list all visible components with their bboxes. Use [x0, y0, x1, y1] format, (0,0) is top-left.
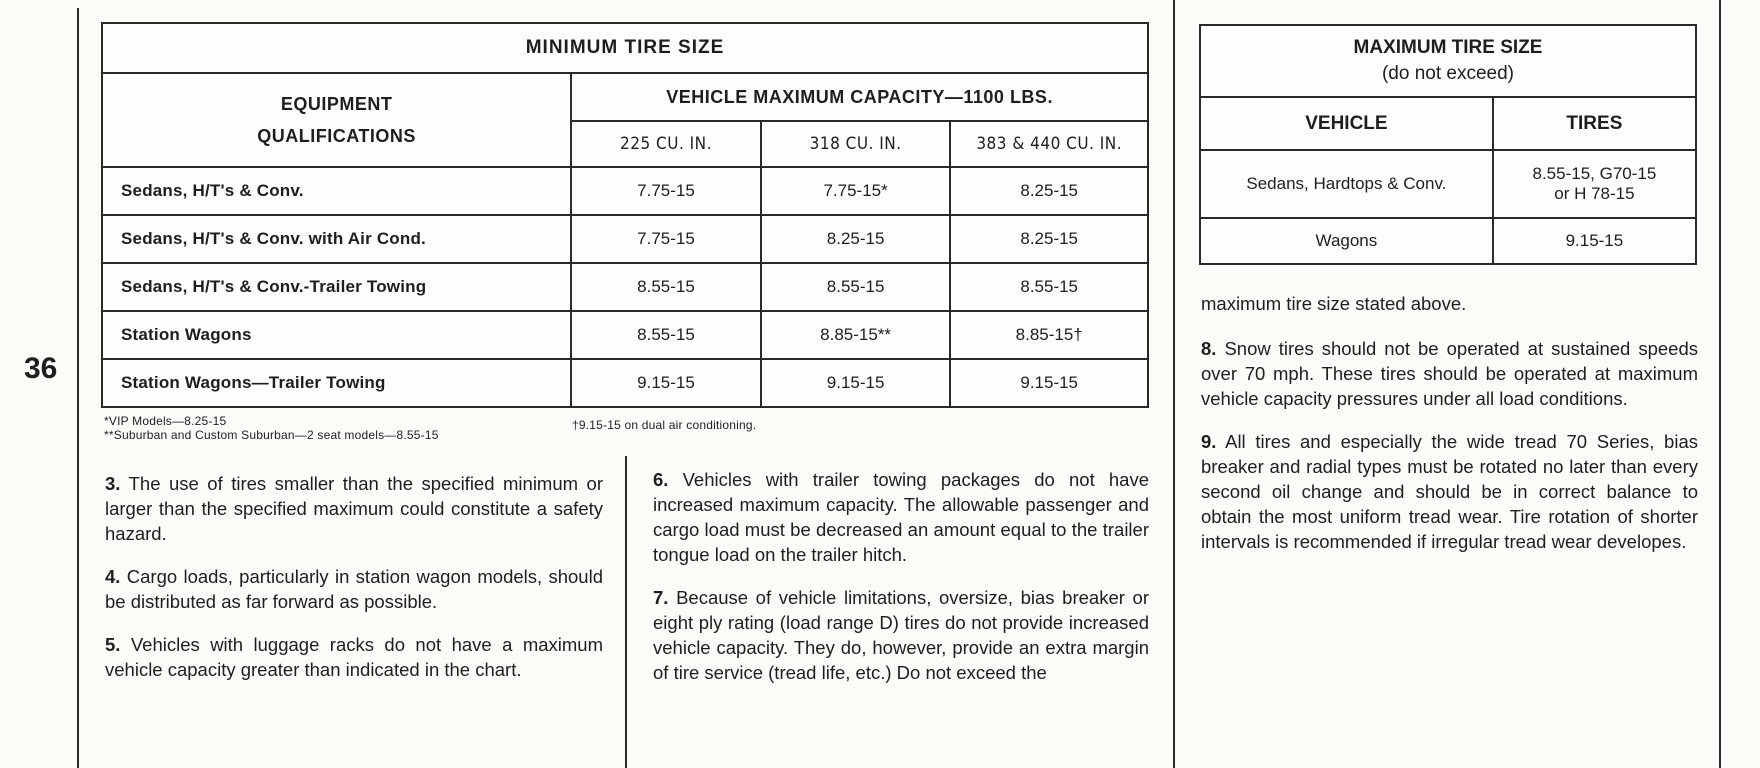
- equipment-qualifications-header: [102, 73, 571, 167]
- page-number: 36: [24, 352, 58, 385]
- paragraph-3: [105, 471, 603, 546]
- table-row: [102, 311, 1148, 359]
- paragraph-text: All tires and especially the wide tread 70 Series, bias breaker and radial types must be rotated no later than every second oil change and should be in correct balance to obtain the most uniform tread wear. Tire rotation of shorter intervals is recommended if irregular tread wear developes.: [1201, 431, 1698, 552]
- footnote-vip: *VIP Models—8.25-15: [104, 414, 227, 428]
- column-header-383-440: 383 & 440 CU. IN.: [950, 121, 1148, 167]
- column-divider-rule: [625, 456, 627, 768]
- cell-value: 8.55-15: [571, 263, 761, 311]
- paragraph-number: 9.: [1201, 431, 1217, 452]
- column-header-318: 318 CU. IN.: [761, 121, 951, 167]
- paragraph-number: 5.: [105, 634, 121, 655]
- maximum-tire-size-table: [1199, 24, 1697, 265]
- row-label: Sedans, H/T's & Conv.: [102, 167, 571, 215]
- table-row: [1200, 150, 1696, 218]
- left-margin-rule: [77, 8, 79, 768]
- paragraph-9: [1201, 429, 1698, 554]
- tires-line1: 8.55-15, G70-15: [1532, 164, 1657, 183]
- tires-header: TIRES: [1493, 97, 1696, 150]
- paragraph-number: 7.: [653, 587, 669, 608]
- right-margin-rule: [1719, 0, 1721, 768]
- page-gutter-rule: [1173, 0, 1175, 768]
- column-header-225: 225 CU. IN.: [571, 121, 761, 167]
- paragraph-6: [653, 467, 1149, 567]
- paragraph-text: Vehicles with trailer towing packages do not have increased maximum capacity. The allowable passenger and cargo load must be decreased an amount equal to the trailer tongue load on the trailer hitch.: [653, 469, 1149, 565]
- text-column-1: [105, 471, 603, 700]
- vehicle-header: VEHICLE: [1200, 97, 1493, 150]
- paragraph-text: Because of vehicle limitations, oversize, bias breaker or eight ply rating (load range D) tires do not provide increased vehicle capacity. They do, however, provide an extra margin of tire service (tread life, etc.) Do not exceed the: [653, 587, 1149, 683]
- equipment-header-line2: QUALIFICATIONS: [257, 126, 416, 146]
- minimum-tire-size-table: [101, 22, 1149, 408]
- cell-value: 8.25-15: [950, 215, 1148, 263]
- paragraph-number: 4.: [105, 566, 121, 587]
- paragraph-5: [105, 632, 603, 682]
- cell-value: 8.55-15: [571, 311, 761, 359]
- vehicle-cell: Wagons: [1200, 218, 1493, 264]
- footnote-dagger: †9.15-15 on dual air conditioning.: [572, 418, 757, 432]
- cell-value: 9.15-15: [571, 359, 761, 407]
- text-column-2: [653, 467, 1149, 703]
- footnote-suburban: **Suburban and Custom Suburban—2 seat models—8.55-15: [104, 428, 439, 442]
- max-table-title: MAXIMUM TIRE SIZE: [1353, 37, 1543, 58]
- row-label: Sedans, H/T's & Conv. with Air Cond.: [102, 215, 571, 263]
- paragraph-text: Snow tires should not be operated at sustained speeds over 70 mph. These tires should be operated at maximum vehicle capacity pressures under all load conditions.: [1201, 338, 1698, 409]
- capacity-header: VEHICLE MAXIMUM CAPACITY—1100 LBS.: [571, 73, 1148, 121]
- cell-value: 9.15-15: [950, 359, 1148, 407]
- paragraph-4: [105, 564, 603, 614]
- cell-value: 8.85-15†: [950, 311, 1148, 359]
- cell-value: 8.25-15: [950, 167, 1148, 215]
- paragraph-text: Vehicles with luggage racks do not have a maximum vehicle capacity greater than indicated in the chart.: [105, 634, 603, 680]
- min-table-title: MINIMUM TIRE SIZE: [102, 23, 1148, 73]
- table-row: [102, 215, 1148, 263]
- paragraph-number: 3.: [105, 473, 121, 494]
- paragraph-text: The use of tires smaller than the specified minimum or larger than the specified maximum could constitute a safety hazard.: [105, 473, 603, 544]
- paragraph-7: [653, 585, 1149, 685]
- tires-line2: or H 78-15: [1554, 184, 1635, 203]
- max-table-subtitle: (do not exceed): [1381, 63, 1515, 84]
- cell-value: 8.25-15: [761, 215, 951, 263]
- equipment-header-line1: EQUIPMENT: [280, 94, 393, 114]
- cell-value: 7.75-15*: [761, 167, 951, 215]
- paragraph-text: Cargo loads, particularly in station wagon models, should be distributed as far forward as possible.: [105, 566, 603, 612]
- row-label: Station Wagons—Trailer Towing: [102, 359, 571, 407]
- max-table-title-cell: [1200, 25, 1696, 97]
- paragraph-number: 8.: [1201, 338, 1217, 359]
- tires-cell: [1493, 150, 1696, 218]
- paragraph-8: [1201, 336, 1698, 411]
- table-row: [102, 263, 1148, 311]
- table-row: [1200, 218, 1696, 264]
- cell-value: 7.75-15: [571, 167, 761, 215]
- table-row: [102, 167, 1148, 215]
- tires-cell: 9.15-15: [1493, 218, 1696, 264]
- cell-value: 8.55-15: [761, 263, 951, 311]
- vehicle-cell: Sedans, Hardtops & Conv.: [1200, 150, 1493, 218]
- paragraph-number: 6.: [653, 469, 669, 490]
- cell-value: 8.85-15**: [761, 311, 951, 359]
- row-label: Sedans, H/T's & Conv.-Trailer Towing: [102, 263, 571, 311]
- cell-value: 8.55-15: [950, 263, 1148, 311]
- table-row: [102, 359, 1148, 407]
- cell-value: 7.75-15: [571, 215, 761, 263]
- cell-value: 9.15-15: [761, 359, 951, 407]
- text-column-3: [1201, 291, 1698, 572]
- row-label: Station Wagons: [102, 311, 571, 359]
- paragraph-7-continued: maximum tire size stated above.: [1201, 293, 1467, 314]
